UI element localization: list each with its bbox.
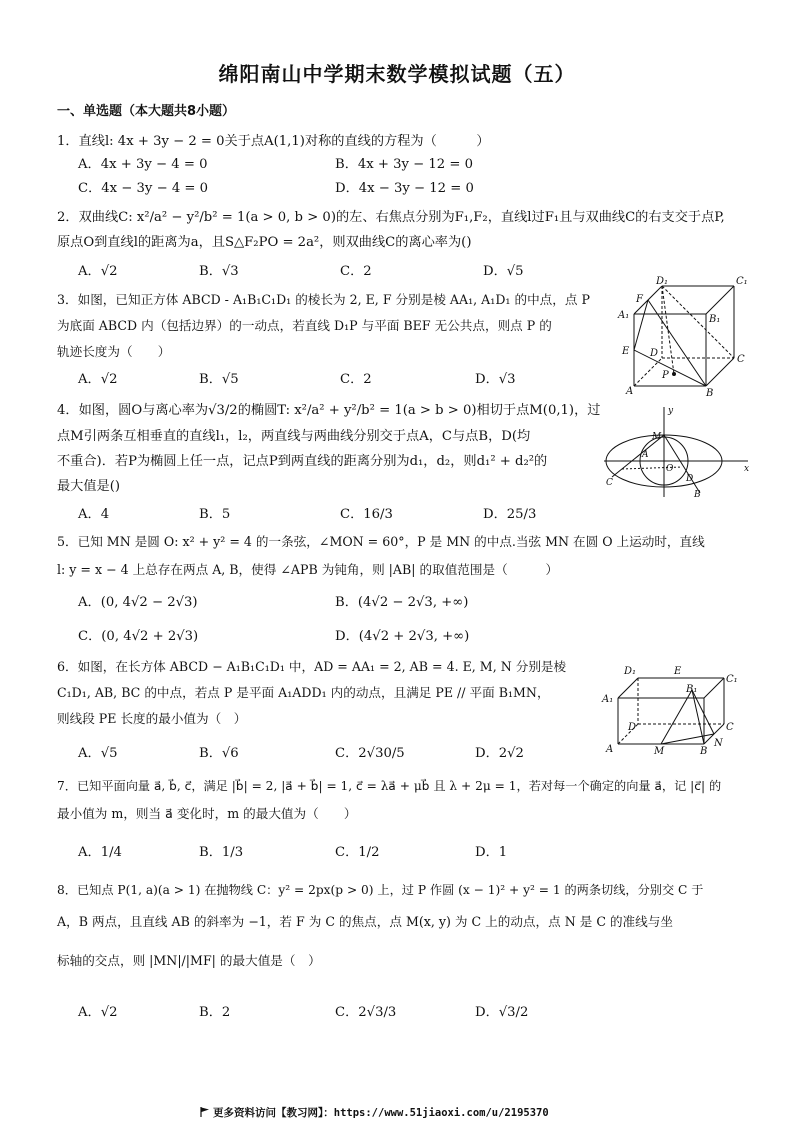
fig6-label-e: E <box>674 666 682 677</box>
q4-stem-line2: 点M引两条互相垂直的直线l₁，l₂，两直线与两曲线分别交于点A，C与点B，D(均 <box>57 429 531 444</box>
q2-stem-line2: 原点O到直线l的距离为a，且S△F₂PO = 2a²，则双曲线C的离心率为() <box>57 235 472 250</box>
flag-icon <box>200 1107 210 1117</box>
fig6-label-a1: A₁ <box>602 694 614 705</box>
q2-option-c[interactable]: C．2 <box>340 264 372 279</box>
q4-stem-line4: 最大值是() <box>57 479 121 494</box>
label-a1: A₁ <box>618 310 630 321</box>
q2-stem-line1: 2．双曲线C: x²/a² − y²/b² = 1(a > 0, b > 0)的左、右焦点分别为F₁,F₂，直线l过F₁且与双曲线C的右支交于点P, <box>57 210 725 225</box>
fig4-label-b: B <box>694 490 701 500</box>
q4-option-c[interactable]: C．16/3 <box>340 507 393 522</box>
q5-option-a[interactable]: A．(0, 4√2 − 2√3) <box>78 595 198 610</box>
q8-option-b[interactable]: B．2 <box>199 1005 231 1020</box>
q4-option-b[interactable]: B．5 <box>199 507 231 522</box>
q6-option-a[interactable]: A．√5 <box>78 746 118 761</box>
q1-option-c[interactable]: C．4x − 3y − 4 = 0 <box>78 181 209 196</box>
fig6-label-b1: B₁ <box>686 684 698 695</box>
q8-stem-line2: A，B 两点，且直线 AB 的斜率为 −1，若 F 为 C 的焦点，点 M(x, y) 为 C 上的动点，点 N 是 C 的准线与坐 <box>57 914 673 929</box>
q2-option-d[interactable]: D．√5 <box>483 264 524 279</box>
fig4-x-axis-label: x <box>744 464 750 474</box>
fig4-label-o: O <box>666 464 674 474</box>
fig4-y-axis-label: y <box>668 406 674 416</box>
q3-option-b[interactable]: B．√5 <box>199 372 239 387</box>
label-c: C <box>737 354 745 365</box>
q6-stem-line2: C₁D₁, AB, BC 的中点，若点 P 是平面 A₁ADD₁ 内的动点，且满足 PE // 平面 B₁MN， <box>57 685 550 700</box>
fig4-label-m: M <box>652 432 662 442</box>
q5-stem-line2: l: y = x − 4 上总存在两点 A, B，使得 ∠APB 为钝角，则 |AB| 的取值范围是（ ） <box>57 562 559 577</box>
q7-option-c[interactable]: C．1/2 <box>335 845 380 860</box>
q6-option-d[interactable]: D．2√2 <box>475 746 524 761</box>
cube-figure-q3 <box>612 276 752 398</box>
fig6-label-c: C <box>726 722 734 733</box>
label-d: D <box>650 348 659 359</box>
q3-option-a[interactable]: A．√2 <box>78 372 118 387</box>
q8-option-a[interactable]: A．√2 <box>78 1005 118 1020</box>
q7-stem-line2: 最小值为 m，则当 a⃗ 变化时，m 的最大值为（ ） <box>57 806 357 821</box>
q8-option-c[interactable]: C．2√3/3 <box>335 1005 397 1020</box>
q4-stem-line3: 不重合)．若P为椭圆上任一点，记点P到两直线的距离分别为d₁，d₂，则d₁² + d₂²的 <box>57 454 548 469</box>
cuboid-figure-q6 <box>600 660 750 756</box>
q3-stem-line2: 为底面 ABCD 内（包括边界）的一动点，若直线 D₁P 与平面 BEF 无公共点，则点 P 的 <box>57 318 552 333</box>
q3-option-d[interactable]: D．√3 <box>475 372 516 387</box>
fig6-label-b: B <box>700 746 708 756</box>
q7-option-d[interactable]: D．1 <box>475 845 508 860</box>
q6-option-b[interactable]: B．√6 <box>199 746 239 761</box>
fig4-label-d: D <box>686 474 694 484</box>
q2-option-a[interactable]: A．√2 <box>78 264 118 279</box>
q5-option-c[interactable]: C．(0, 4√2 + 2√3) <box>78 629 199 644</box>
label-p: P <box>662 370 669 381</box>
footer-link[interactable] <box>200 1105 549 1120</box>
fig6-label-c1: C₁ <box>726 674 738 685</box>
q7-option-a[interactable]: A．1/4 <box>78 845 122 860</box>
section-heading: 一、单选题（本大题共8小题） <box>57 104 236 119</box>
q5-option-d[interactable]: D．(4√2 + 2√3, +∞) <box>335 629 470 644</box>
label-e: E <box>622 346 630 357</box>
q6-stem-line1: 6．如图，在长方体 ABCD − A₁B₁C₁D₁ 中，AD = AA₁ = 2, AB = 4. E, M, N 分别是棱 <box>57 659 567 674</box>
q1-option-a[interactable]: A．4x + 3y − 4 = 0 <box>78 157 208 172</box>
fig6-label-a: A <box>606 744 614 755</box>
q1-option-b[interactable]: B．4x + 3y − 12 = 0 <box>335 157 474 172</box>
q1-stem: 1．直线l: 4x + 3y − 2 = 0关于点A(1,1)对称的直线的方程为（ ） <box>57 134 490 149</box>
q2-option-b[interactable]: B．√3 <box>199 264 239 279</box>
label-b1: B₁ <box>709 314 721 325</box>
q5-stem-line1: 5．已知 MN 是圆 O: x² + y² = 4 的一条弦，∠MON = 60°，P 是 MN 的中点.当弦 MN 在圆 O 上运动时，直线 <box>57 534 705 549</box>
q8-stem-line1: 8．已知点 P(1, a)(a > 1) 在抛物线 C：y² = 2px(p > 0) 上，过 P 作圆 (x − 1)² + y² = 1 的两条切线，分别交 C 于 <box>57 883 704 897</box>
label-a: A <box>626 386 634 397</box>
q8-stem-line3: 标轴的交点，则 |MN|/|MF| 的最大值是（ ） <box>57 953 321 968</box>
q4-stem-line1: 4．如图，圆O与离心率为√3/2的椭圆T: x²/a² + y²/b² = 1(a > b > 0)相切于点M(0,1)，过 <box>57 403 601 418</box>
fig4-label-a: A <box>642 450 649 460</box>
page-title: 绵阳南山中学期末数学模拟试题（五） <box>218 62 576 86</box>
label-b: B <box>706 388 714 398</box>
ellipse-figure-q4 <box>602 405 752 500</box>
q6-option-c[interactable]: C．2√30/5 <box>335 746 405 761</box>
q3-option-c[interactable]: C．2 <box>340 372 372 387</box>
label-c1: C₁ <box>736 276 748 287</box>
footer-text[interactable]: 更多资料访问【教习网】：https://www.51jiaoxi.com/u/2195370 <box>213 1107 549 1119</box>
fig4-label-c: C <box>606 478 613 488</box>
label-d1: D₁ <box>656 276 669 287</box>
fig6-label-m: M <box>654 746 665 756</box>
q7-stem-line1: 7．已知平面向量 a⃗, b⃗, c⃗，满足 |b⃗| = 2, |a⃗ + b⃗| = 1, c⃗ = λa⃗ + μb⃗ 且 λ + 2μ = 1，若对每一个确定的向量 a⃗，记 |c⃗| 的 <box>57 779 722 793</box>
q4-option-d[interactable]: D．25/3 <box>483 507 537 522</box>
q3-stem-line1: 3．如图，已知正方体 ABCD - A₁B₁C₁D₁ 的棱长为 2, E, F 分别是棱 AA₁, A₁D₁ 的中点，点 P <box>57 292 590 307</box>
q1-option-d[interactable]: D．4x − 3y − 12 = 0 <box>335 181 474 196</box>
label-f: F <box>636 294 643 305</box>
q8-option-d[interactable]: D．√3/2 <box>475 1005 529 1020</box>
q7-option-b[interactable]: B．1/3 <box>199 845 244 860</box>
fig6-label-d1: D₁ <box>624 666 637 677</box>
q6-stem-line3: 则线段 PE 长度的最小值为（ ） <box>57 711 247 726</box>
q4-option-a[interactable]: A．4 <box>78 507 110 522</box>
fig6-label-d: D <box>628 722 637 733</box>
fig6-label-n: N <box>714 738 723 749</box>
q3-stem-line3: 轨迹长度为（ ） <box>57 344 171 359</box>
q5-option-b[interactable]: B．(4√2 − 2√3, +∞) <box>335 595 469 610</box>
